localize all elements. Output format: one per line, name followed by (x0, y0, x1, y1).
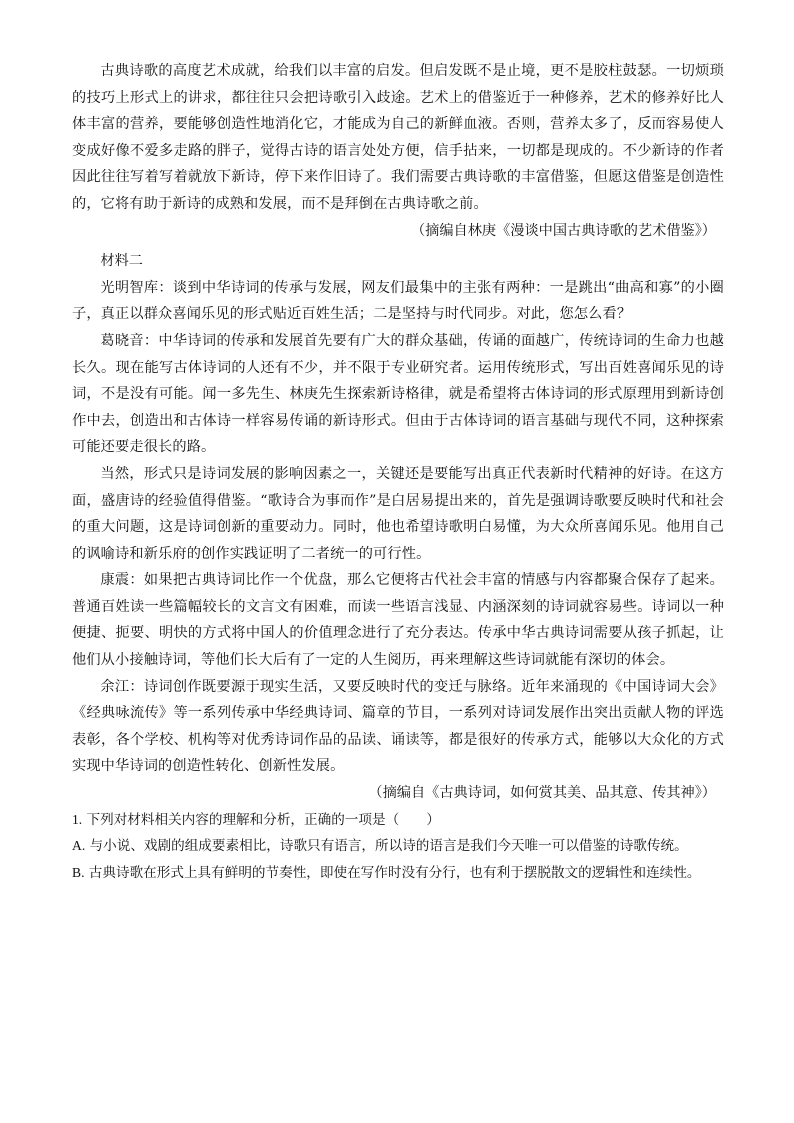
option-b (72, 860, 724, 887)
material1-paragraph: 古典诗歌的高度艺术成就，给我们以丰富的启发。但启发既不是止境，更不是胶柱鼓瑟。一切烦琐的技巧上形式上的讲求，都往往只会把诗歌引入歧途。艺术上的借鉴近于一种修养，艺术的修养好比人体丰富的营养，要能够创造性地消化它，才能成为自己的新鲜血液。否则，营养太多了，反而容易使人变成好像不爱多走路的胖子，觉得古诗的语言处处方便，信手拈来，一切都是现成的。不少新诗的作者因此往往写着写着就放下新诗，停下来作旧诗了。我们需要古典诗歌的丰富借鉴，但愿这借鉴是创造性的，它将有助于新诗的成熟和发展，而不是拜倒在古典诗歌之前。 (72, 63, 724, 212)
material2-paragraph-kang-zhen: 康震：如果把古典诗词比作一个优盘，那么它便将古代社会丰富的情感与内容都聚合保存了起来。普通百姓读一些篇幅较长的文言文有困难，而读一些语言浅显、内涵深刻的诗词就容易些。诗词以一种便捷、扼要、明快的方式将中国人的价值理念进行了充分表达。传承中华古典诗词需要从孩子抓起，让他们从小接触诗词，等他们长大后有了一定的人生阅历，再来理解这些诗词就能有深切的体会。 (72, 572, 724, 669)
question-text: 下列对材料相关内容的理解和分析，正确的一项是（ ） (86, 811, 440, 828)
option-b-text: 古典诗歌在形式上具有鲜明的节奏性，即使在写作时没有分行，也有利于摆脱散文的逻辑性和连续性。 (88, 864, 701, 881)
option-a-letter: A. (72, 838, 86, 854)
question-stem (72, 807, 724, 834)
option-a (72, 833, 724, 860)
document-page (72, 58, 724, 886)
option-a-text: 与小说、戏剧的组成要素相比，诗歌只有语言，所以诗的语言是我们今天唯一可以借鉴的诗歌传统。 (89, 838, 688, 855)
material1-source: （摘编自林庚《漫谈中国古典诗歌的艺术借鉴》） (410, 222, 716, 239)
material2-source: （摘编自《古典诗词，如何赏其美、品其意、传其神》） (368, 785, 716, 802)
question-number: 1. (72, 811, 83, 827)
material2-paragraph-guangming: 光明智库：谈到中华诗词的传承与发展，网友们最集中的主张有两种：一是跳出“曲高和寡”的小圈子，真正以群众喜闻乐见的形式贴近百姓生活；二是坚持与时代同步。对此，您怎么看？ (72, 279, 724, 323)
material2-paragraph-yu-jiang: 余江：诗词创作既要源于现实生活，又要反映时代的变迁与脉络。近年来涌现的《中国诗词大会》《经典咏流传》等一系列传承中华经典诗词、篇章的节目，一系列对诗词发展作出突出贡献人物的评选表彰，各个学校、机构等对优秀诗词作品的品读、诵读等，都是很好的传承方式，能够以大众化的方式实现中华诗词的创造性转化、创新性发展。 (72, 678, 724, 775)
material2-heading: 材料二 (100, 253, 143, 270)
material2-paragraph-ge-xiaoyin: 葛晓音：中华诗词的传承和发展首先要有广大的群众基础，传诵的面越广，传统诗词的生命力也越长久。现在能写古体诗词的人还有不少，并不限于专业研究者。运用传统形式，写出百姓喜闻乐见的诗词，不是没有可能。闻一多先生、林庚先生探索新诗格律，就是希望将古体诗词的形式原理用到新诗创作中去，创造出和古体诗一样容易传诵的新诗形式。但由于古体诗词的语言基础与现代不同，这种探索可能还要走很长的路。 (72, 332, 724, 456)
option-b-letter: B. (72, 864, 85, 880)
material2-paragraph-ge-xiaoyin-cont: 当然，形式只是诗词发展的影响因素之一，关键还是要能写出真正代表新时代精神的好诗。在这方面，盛唐诗的经验值得借鉴。“歌诗合为事而作”是白居易提出来的，首先是强调诗歌要反映时代和社会的重大问题，这是诗词创新的重要动力。同时，他也希望诗歌明白易懂，为大众所喜闻乐见。他用自己的讽喻诗和新乐府的创作实践证明了二者统一的可行性。 (72, 465, 724, 562)
